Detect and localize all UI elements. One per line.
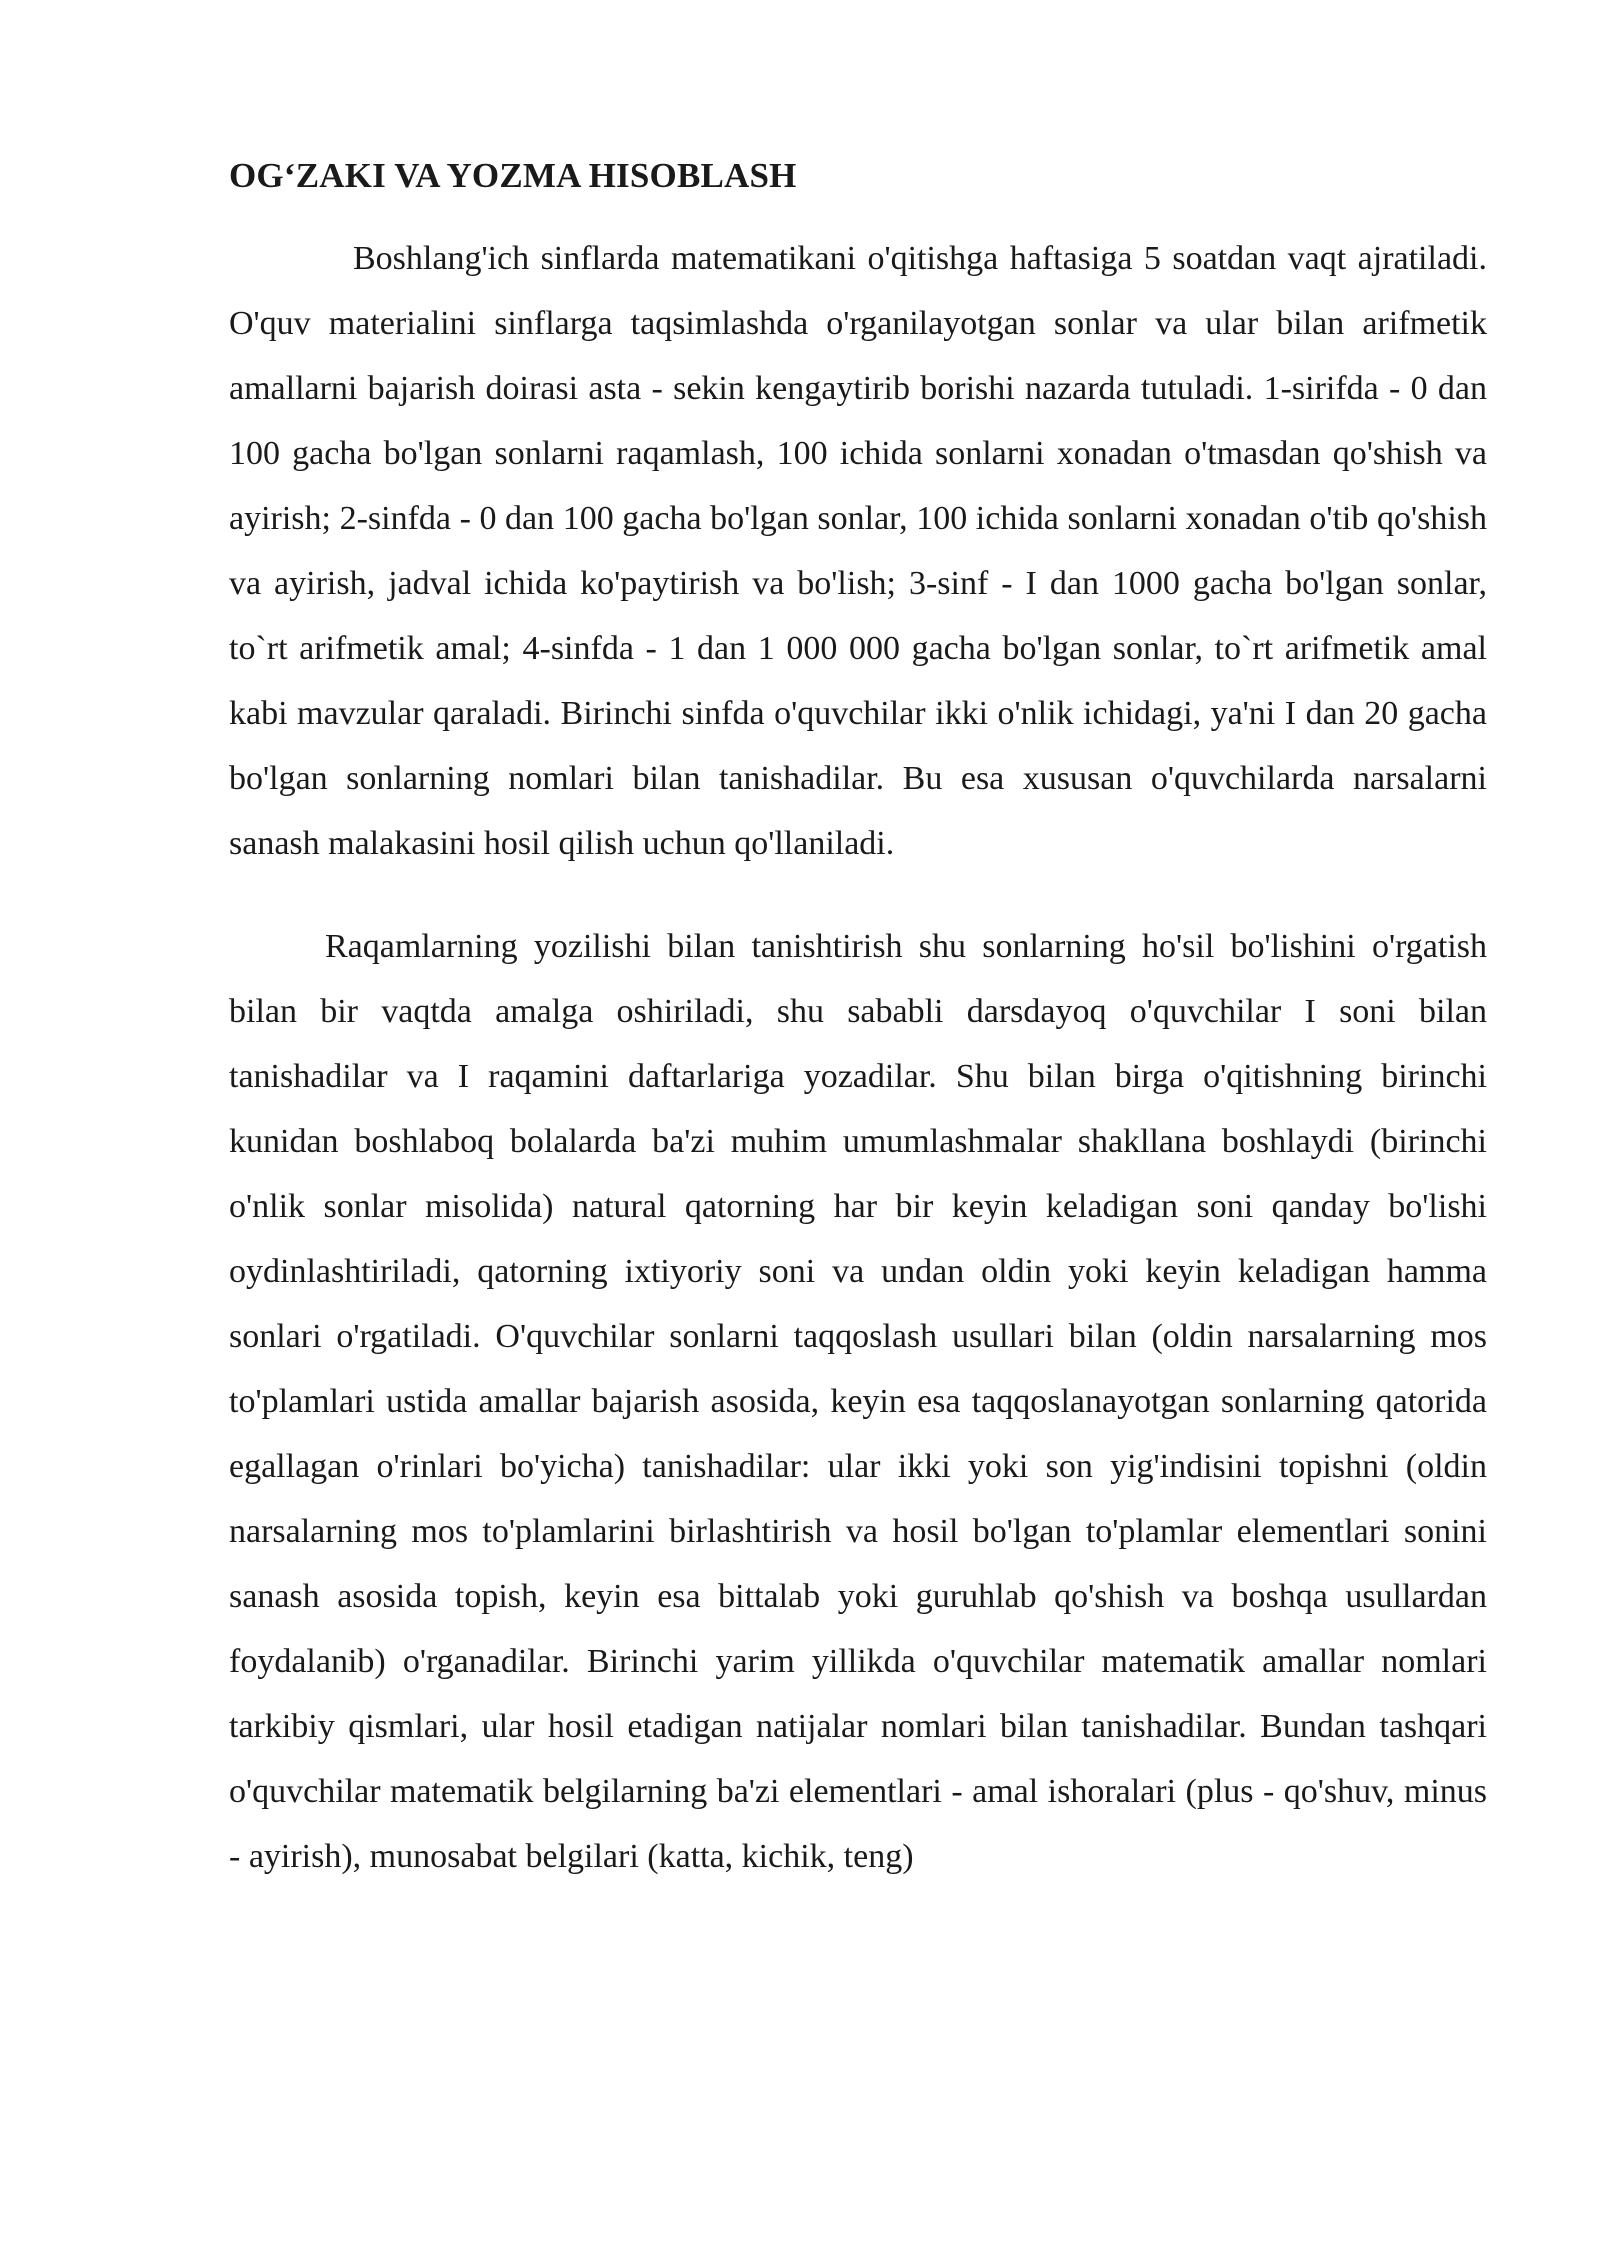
document-title: OG‘ZAKI VA YOZMA HISOBLASH [229, 156, 797, 195]
paragraph-2: Raqamlarning yozilishi bilan tanishtirish shu sonlarning ho'sil bo'lishini o'rgatish bilan bir vaqtda amalga oshiriladi, shu sababli darsdayoq o'quvchilar I soni bilan tanishadilar va I raqamini daftarlariga yozadilar. Shu bilan birga o'qitishning birinchi kunidan boshlaboq bolalarda ba'zi muhim umumlashmalar shakllana boshlaydi (birinchi o'nlik sonlar misolida) natural qatorning har bir keyin keladigan soni qanday bo'lishi oydinlashtiriladi, qatorning ixtiyoriy soni va undan oldin yoki keyin keladigan hamma sonlari o'rgatiladi. O'quvchilar sonlarni taqqoslash usullari bilan (oldin narsalarning mos to'plamlari ustida amallar bajarish asosida, keyin esa taqqoslanayotgan sonlarning qatorida egallagan o'rinlari bo'yicha) tanishadilar: ular ikki yoki son yig'indisini topishni (oldin narsalarning mos to'plamlarini birlashtirish va hosil bo'lgan to'plamlar elementlari sonini sanash asosida topish, keyin esa bittalab yoki guruhlab qo'shish va boshqa usullardan foydalanib) o'rganadilar. Birinchi yarim yillikda o'quvchilar matematik amallar nomlari tarkibiy qismlari, ular hosil etadigan natijalar nomlari bilan tanishadilar. Bundan tashqari o'quvchilar matematik belgilarning ba'zi elementlari - amal ishoralari (plus - qo'shuv, minus - ayirish), munosabat belgilari (katta, kichik, teng) [229, 928, 1487, 1875]
document-body [229, 146, 1487, 1889]
paragraph-1: Boshlang'ich sinflarda matematikani o'qitishga haftasiga 5 soatdan vaqt ajratiladi. O'quv materialini sinflarga taqsimlashda o'rganilayotgan sonlar va ular bilan arifmetik amallarni bajarish doirasi asta - sekin kengaytirib borishi nazarda tutuladi. 1-sirifda - 0 dan 100 gacha bo'lgan sonlarni raqamlash, 100 ichida sonlarni xonadan o'tmasdan qo'shish va ayirish; 2-sinfda - 0 dan 100 gacha bo'lgan sonlar, 100 ichida sonlarni xonadan o'tib qo'shish va ayirish, jadval ichida ko'paytirish va bo'lish; 3-sinf - I dan 1000 gacha bo'lgan sonlar, to`rt arifmetik amal; 4-sinfda - 1 dan 1 000 000 gacha bo'lgan sonlar, to`rt arifmetik amal kabi mavzular qaraladi. Birinchi sinfda o'quvchilar ikki o'nlik ichidagi, ya'ni I dan 20 gacha bo'lgan sonlarning nomlari bilan tanishadilar. Bu esa xususan o'quvchilarda narsalarni sanash malakasini hosil qilish uchun qo'llaniladi. [229, 240, 1487, 862]
